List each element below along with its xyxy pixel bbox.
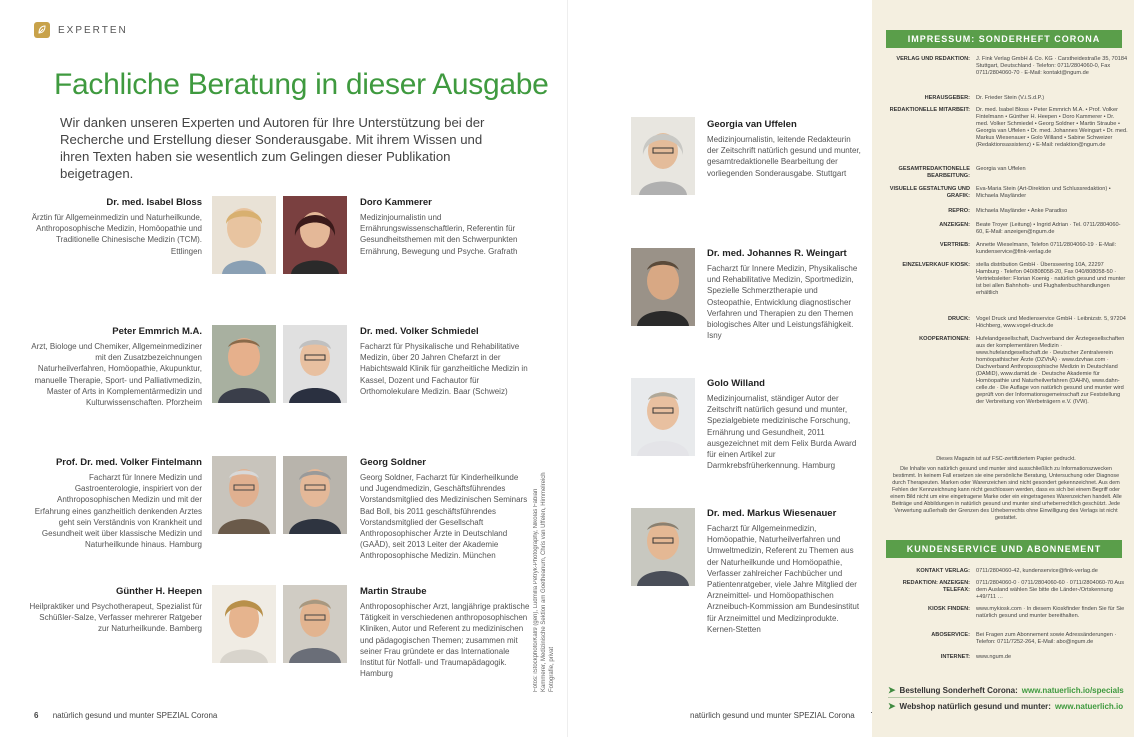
leaf-icon — [34, 22, 50, 38]
impressum-row: REDAKTIONELLE MITARBEIT: Dr. med. Isabel Bloss • Peter Emmrich M.A. • Prof. Volker Fintelmann • Günther H. Heepen • Doro Kammerer • Dr. med. Volker Schmiedel • Georg Soldner • Martin Straube • Georgia van Uffelen • Dr. med. Johannes Weingart • Dr. med. Markus Wiesenauer • Golo Willand • Sabine Schweizer (Redaktionsassistenz) • E-Mail: redaktion@ngum.de — [889, 107, 1128, 148]
portrait-photo — [631, 117, 695, 195]
expert-fintelmann — [27, 457, 202, 550]
expert-name: Golo Willand — [707, 378, 765, 389]
portrait-photo — [212, 325, 276, 403]
expert-bio: Anthroposophischer Arzt, langjährige praktische Tätigkeit in verschiedenen anthroposophischen Kliniken, Autor und Referent zu medizinischen und pädagogischen Themen; zusammen mit seiner Frau gründete er das Internationale Institut für Notfall- und Traumapädagogik. Hamburg — [360, 602, 530, 679]
portrait-photo — [283, 585, 347, 663]
order-label: Webshop natürlich gesund und munter: — [899, 702, 1051, 711]
portrait-photo — [631, 378, 695, 456]
expert-bio: Facharzt für Allgemeinmedizin, Homöopathie, Naturheilverfahren und Umweltmedizin, Referent zu Themen aus der Naturheilkunde und Homöopathie, Verfasser zahlreicher Fachbücher und Patientenratgeber, viele Jahre Mitglied der Arzneimittel- und Homöopathischen Arzneibuch-Kommission am Bundesinstitut für Arzneimittel und Medizinprodukte. Kernen-Stetten — [707, 524, 860, 634]
expert-name: Günther H. Heepen — [115, 586, 202, 597]
expert-name: Georgia van Uffelen — [707, 119, 797, 130]
expert-wiesenauer — [707, 508, 862, 635]
page-number: 6 — [34, 711, 39, 720]
page-gutter — [567, 0, 568, 737]
impressum-row: VERLAG UND REDAKTION: J. Fink Verlag GmbH & Co. KG · Carstheidestraße 35, 70184 Stuttgart, Deutschland · Telefon: 0711/2804060-0, Fax 0711/2804060-70 · E-Mail: kontakt@ngum.de — [896, 56, 1128, 76]
section-tag — [34, 22, 128, 38]
portrait-photo — [212, 196, 276, 274]
section-label: EXPERTEN — [58, 24, 128, 36]
expert-name: Peter Emmrich M.A. — [112, 326, 202, 337]
expert-bio: Heilpraktiker und Psychotherapeut, Spezialist für Schüßler-Salze, Verfasser mehrerer Ratgeber zur Naturheilkunde. Bamberg — [29, 602, 202, 634]
expert-willand — [707, 378, 862, 471]
kundenservice-row: KONTAKT VERLAG: 0711/2804060-42, kundenservice@fink-verlag.de — [916, 568, 1098, 574]
expert-bio: Facharzt für Physikalische und Rehabilitative Medizin, über 20 Jahren Chefarzt in der Habichtswald Klinik für ganzheitliche Medizin in Kassel, Dozent und Fachautor für Orthomolekulare Medizin. Baar (Schweiz) — [360, 342, 528, 396]
portrait-photo — [212, 456, 276, 534]
footer-text: natürlich gesund und munter SPEZIAL Corona — [52, 711, 218, 720]
footer-right — [690, 711, 875, 720]
impressum-row: VERTRIEB: Annette Wieselmann, Telefon 0711/2804060-19 · E-Mail: kundenservice@fink-verlag.de — [939, 242, 1117, 255]
impressum-row: ANZEIGEN: Beate Troyer (Leitung) • Ingrid Adrian · Tel. 0711/2804060-60, E-Mail: anzeigen@ngum.de — [939, 222, 1121, 235]
kundenservice-title: KUNDENSERVICE UND ABONNEMENT — [886, 540, 1122, 558]
portrait-photo — [283, 325, 347, 403]
expert-weingart — [707, 248, 862, 341]
expert-name: Dr. med. Isabel Bloss — [106, 197, 202, 208]
page-title: Fachliche Beratung in dieser Ausgabe — [54, 68, 549, 101]
paper-note: Dieses Magazin ist auf FSC-zertifiziertem Papier gedruckt. — [936, 456, 1076, 462]
expert-bio: Medizinjournalistin und Ernährungswissenschaftlerin, Referentin für Gesundheitsthemen mit den Schwerpunkten Ernährung, Bewegung und Psyche. Grafrath — [360, 213, 518, 256]
expert-bio: Georg Soldner, Facharzt für Kinderheilkunde und Jugendmedizin, Geschäftsführendes Vorstandsmitglied des Medizinischen Seminars Bad Boll, bis 2011 geschäftsführendes Vorstandsmitglied der Gesellschaft Anthroposophischer Ärzte in Deutschland (GAÄD), seit 2013 Leiter der Akademie Anthroposophische Medizin. München — [360, 473, 528, 561]
impressum-row: KOOPERATIONEN: Hufelandgesellschaft, Dachverband der Ärztegesellschaften aus der komplementären Medizin · www.hufelandgesellschaft.de · Deutscher Zentralverein homöopathischer Ärzte (DZVhÄ) · www.dzvhae.com · Dachverband Anthroposophische Medizin in Deutschland (DAMiD), www.damid.de · Deutsche Akademie für Homöopathie und Naturheilverfahren (DAHN), www.dahn-celle.de · Die Auflage von natürlich gesund und munter wird geprüft von der Informationsgemeinschaft zur Feststellung der Verbreitung von Werbeträgern e.V. (IVW). — [919, 336, 1125, 405]
order-special-link[interactable] — [888, 685, 1124, 696]
expert-bio: Facharzt für Innere Medizin, Physikalische und Rehabilitative Medizin, Sportmedizin, Spezielle Schmerztherapie und Osteopathie, Entwicklung diagnostischer Verfahren und Therapien zu den Themen biologisches Alter und Leistungsfähigkeit. Isny — [707, 264, 858, 341]
expert-name: Martin Straube — [360, 586, 427, 597]
impressum-row: VISUELLE GESTALTUNG UND GRAFIK: Eva-Maria Stein (Art-Direktion und Schlussredaktion) • Michaela Mayländer — [889, 186, 1111, 199]
expert-name: Dr. med. Johannes R. Weingart — [707, 248, 847, 259]
footer-left — [34, 711, 217, 720]
portrait-photo — [631, 248, 695, 326]
intro-text: Wir danken unseren Experten und Autoren für Ihre Unterstützung bei der Recherche und Erstellung dieser Sonderausgabe. Mit ihrem Wissen und ihren Texten haben sie wesentlich zum Gelingen dieser Publikation beigetragen. — [60, 115, 485, 181]
expert-straube — [360, 586, 530, 679]
arrow-right-icon: ➤ — [888, 685, 896, 695]
expert-name: Doro Kammerer — [360, 197, 432, 208]
disclaimer: Die Inhalte von natürlich gesund und munter sind ausschließlich zu Informationszwecken bestimmt. In keinem Fall ersetzen sie eine persönliche Beratung, Untersuchung oder Diagnose durch Therapeuten. Marken oder Warenzeichen sind nicht gesondert gekennzeichnet. Aus dem Fehlen der Kennzeichnung kann nicht geschlossen werden, dass es sich bei einem Begriff oder einem Bild nicht um eine eingetragene Marke oder ein eingetragenes Warenzeichen handelt. Alle Beiträge und Abbildungen in natürlich gesund und munter sind urheberrechtlich geschützt. Jede Verwertung außerhalb der Grenzen des Urheberrechts ohne Einwilligung des Verlags ist nicht gestattet. — [890, 466, 1122, 521]
impressum-row: HERAUSGEBER: Dr. Frieder Stein (V.i.S.d.P.) — [924, 95, 1045, 101]
portrait-photo — [631, 508, 695, 586]
impressum-title: IMPRESSUM: SONDERHEFT CORONA — [886, 30, 1122, 48]
webshop-link[interactable] — [888, 701, 1123, 712]
expert-bloss — [27, 197, 202, 257]
arrow-right-icon: ➤ — [888, 701, 896, 711]
expert-soldner — [360, 457, 530, 562]
expert-name: Prof. Dr. med. Volker Fintelmann — [55, 457, 202, 468]
expert-name: Dr. med. Volker Schmiedel — [360, 326, 479, 337]
portrait-photo — [283, 196, 347, 274]
kundenservice-row: INTERNET: www.ngum.de — [940, 654, 1012, 660]
kundenservice-row: KIOSK FINDEN: www.mykiosk.com · In diesem Kioskfinder finden Sie für Sie natürlich gesund und munter bereithalten. — [928, 606, 1125, 619]
order-url[interactable]: www.natuerlich.io — [1054, 702, 1124, 711]
kundenservice-row: REDAKTION: ANZEIGEN: TELEFAX: 0711/2804060-0 · 0711/2804060-60 · 0711/2804060-70 Aus dem Ausland wählen Sie bitte die Länder-/Ortskennung +49/711 … — [902, 580, 1125, 600]
expert-schmiedel — [360, 326, 530, 397]
expert-bio: Ärztin für Allgemeinmedizin und Naturheilkunde, Anthroposophische Medizin, Homöopathie und Traditionelle Chinesische Medizin (TCM). Ettlingen — [31, 213, 202, 256]
expert-emmrich — [27, 326, 202, 408]
expert-kammerer — [360, 197, 530, 257]
expert-van-uffelen — [707, 119, 862, 179]
expert-heepen — [27, 586, 202, 635]
photo-credits: Fotos: iStockphoto/Kali9 (gen), Ludmilla Petryk-Photography, Nikolas Fabian Kammerer, Medizinische Sektion am Goetheanum, Chris van Uffelen, Himmelreich Fotografie, privat — [533, 472, 555, 692]
portrait-photo — [283, 456, 347, 534]
impressum-row: REPRO: Michaela Mayländer • Anke Paradiso — [948, 208, 1068, 214]
order-label: Bestellung Sonderheft Corona: — [899, 686, 1018, 695]
kundenservice-row: ABOSERVICE: Bei Fragen zum Abonnement sowie Adressänderungen · Telefon: 0711/7252-264, E-Mail: abo@ngum.de — [931, 632, 1117, 645]
order-url[interactable]: www.natuerlich.io/specials — [1021, 686, 1124, 695]
impressum-row: EINZELVERKAUF KIOSK: stella distribution GmbH · Übersseering 10A, 22297 Hamburg · Telefon 040/808058-20, Fax 040/808058-50 · Vertriebsleiter: Florian Koenig · natürlich gesund und munter ist bei allen Bahnhofs- und Flughafenbuchhandlungen erhältlich — [902, 262, 1126, 296]
footer-text: natürlich gesund und munter SPEZIAL Corona — [690, 711, 855, 720]
expert-name: Dr. med. Markus Wiesenauer — [707, 508, 837, 519]
expert-name: Georg Soldner — [360, 457, 426, 468]
impressum-row: DRUCK: Vogel Druck und Medienservice GmbH · Leibnizstr. 5, 97204 Höchberg, www.vogel-druck.de — [947, 316, 1126, 329]
expert-bio: Facharzt für Innere Medizin und Gastroenterologie, inspiriert von der Anthroposophischen Medizin und mit der Erfahrung eines ganzheitlich denkenden Arztes geht sein Verständnis von Krankheit und Gesundheit weit über klassische Medizin und Naturheilkunde hinaus. Hamburg — [34, 473, 202, 550]
expert-bio: Arzt, Biologe und Chemiker, Allgemeinmediziner mit den Zusatzbezeichnungen Naturheilverfahren, Homöopathie, Akupunktur, manuelle Therapie, Sport- und Palliativmedizin, Master of Arts in Komplementärmedizin und Kulturwissenschaften. Pforzheim — [31, 342, 202, 408]
expert-bio: Medizinjournalistin, leitende Redakteurin der Zeitschrift natürlich gesund und munter, gesamtredaktionelle Bearbeitung der vorliegenden Sonderausgabe. Stuttgart — [707, 135, 861, 178]
impressum-row: GESAMTREDAKTIONELLE BEARBEITUNG: Georgia van Uffelen — [898, 166, 1026, 179]
divider — [888, 697, 1120, 698]
expert-bio: Medizinjournalist, ständiger Autor der Zeitschrift natürlich gesund und munter, Spezialgebiete medizinische Forschung, Ernährung und Gesundheit, 2011 ausgezeichnet mit dem Felix Burda Award für einen Artikel zur Darmkrebsfrüherkennung. Hamburg — [707, 394, 857, 471]
portrait-photo — [212, 585, 276, 663]
